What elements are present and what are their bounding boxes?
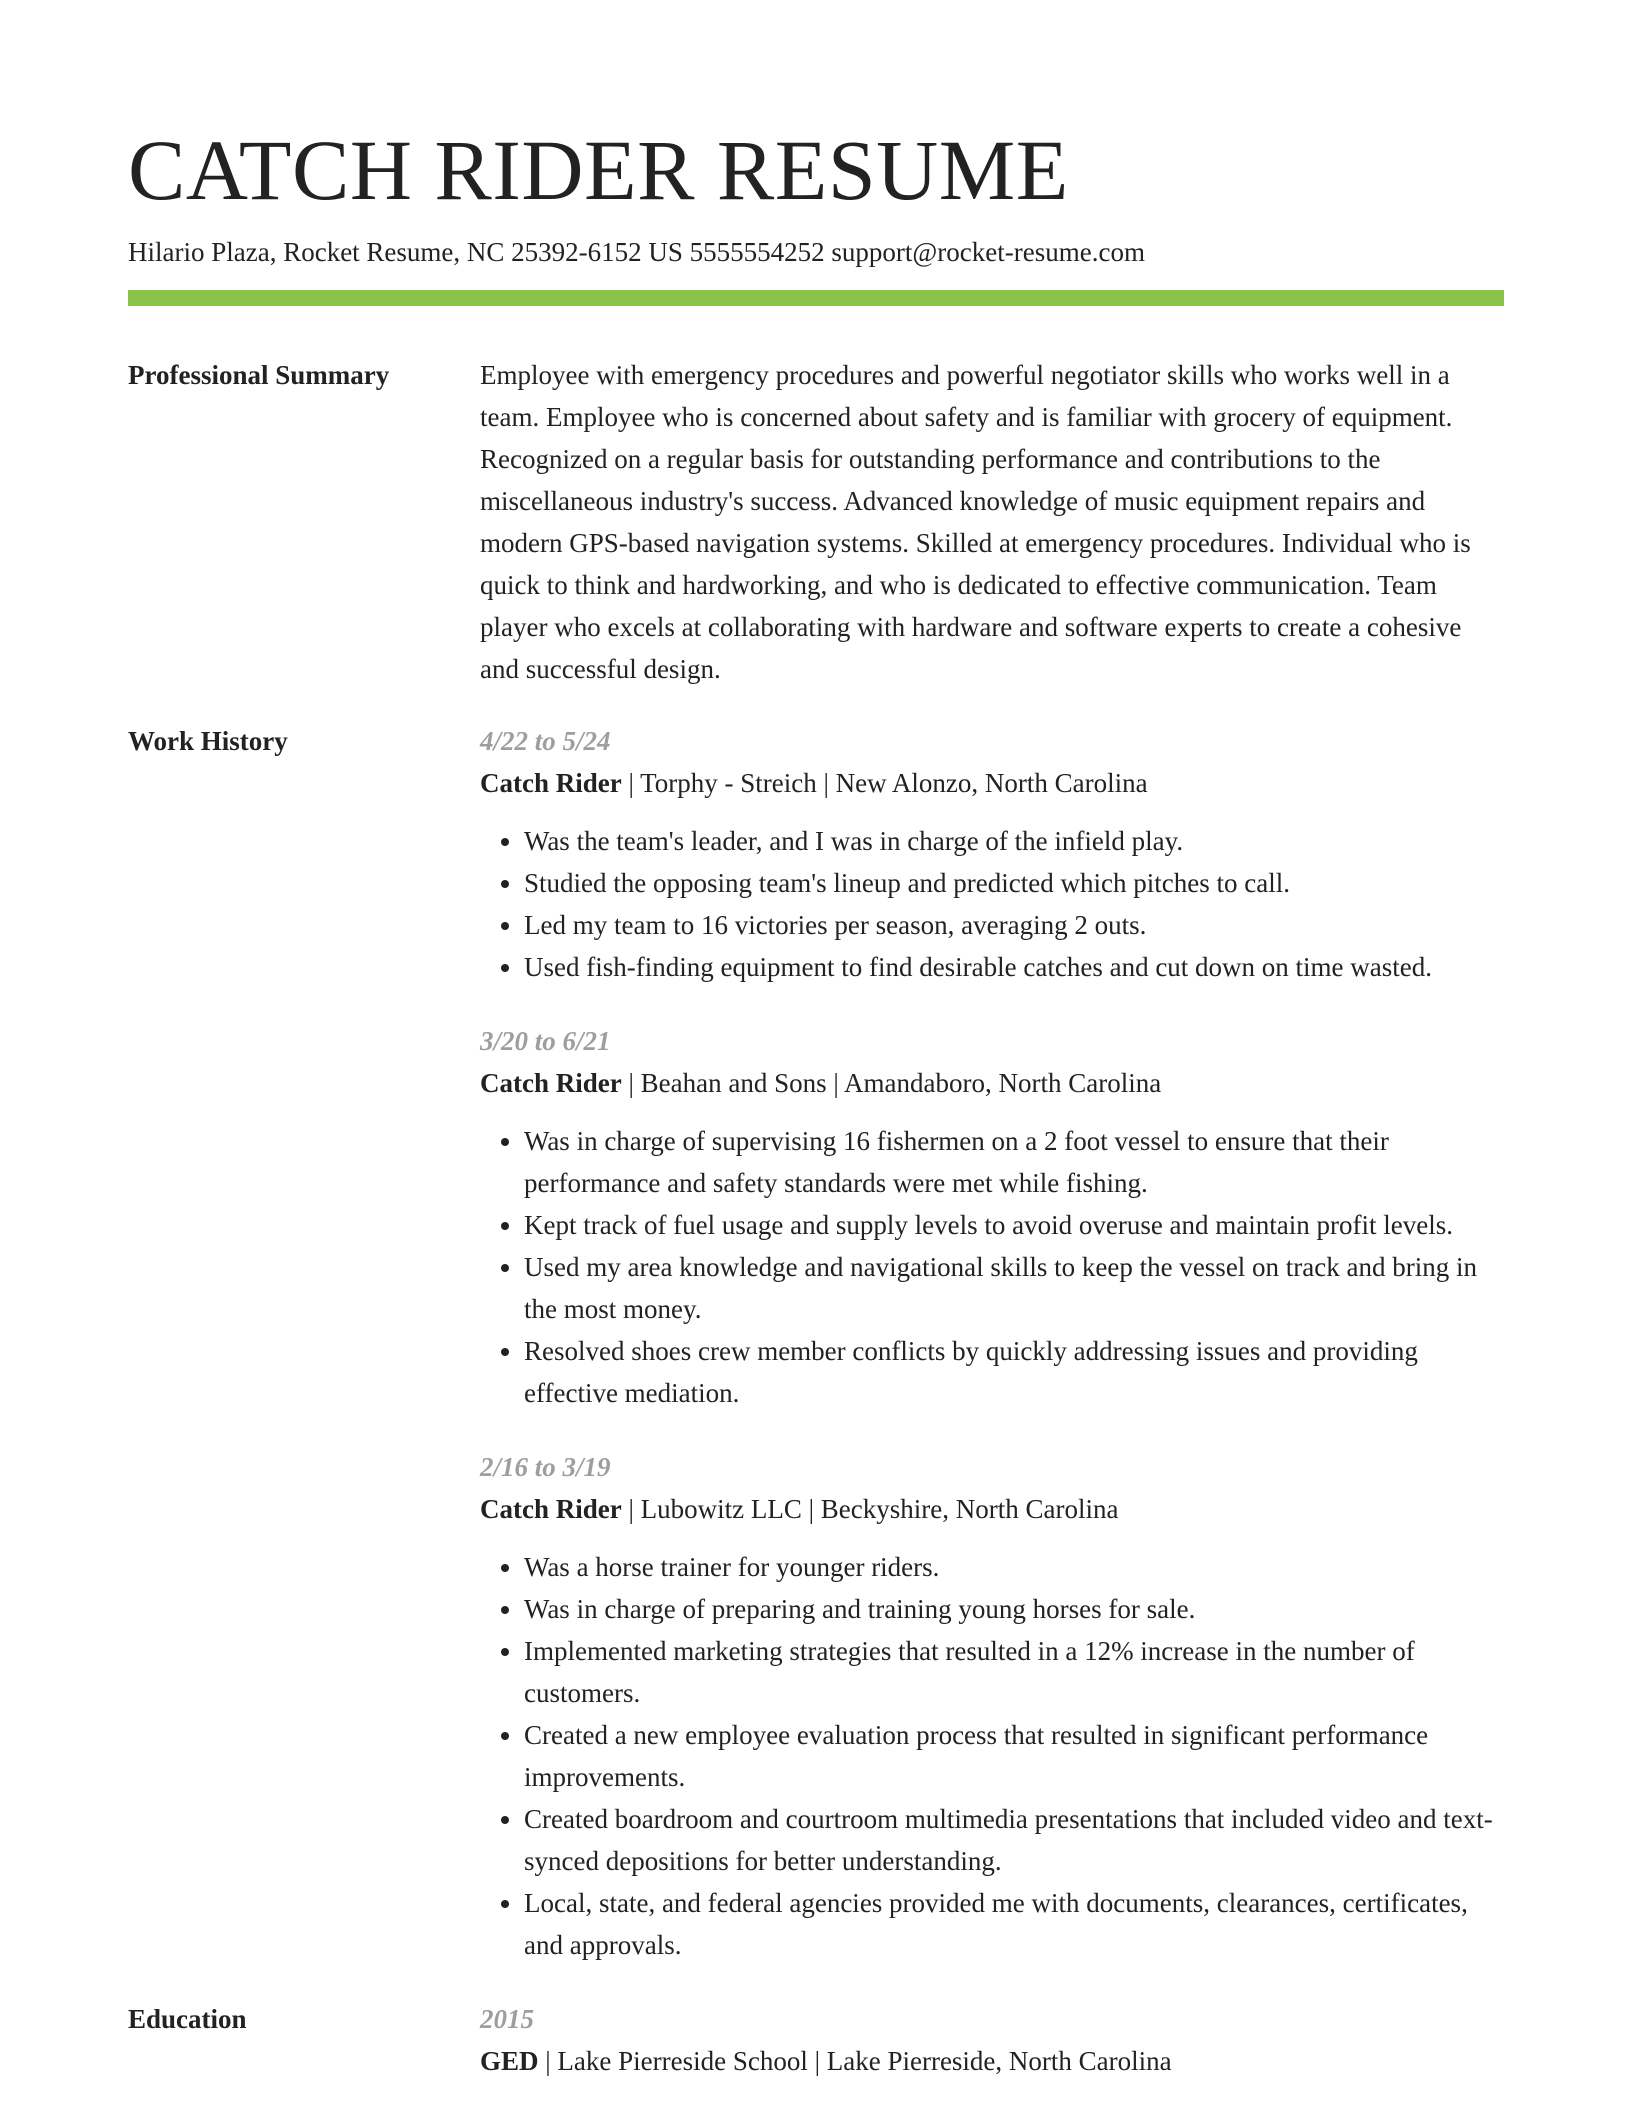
job-title-line	[480, 1062, 1504, 1104]
job-bullet: • Led my team to 16 victories per season, averaging 2 outs.	[524, 904, 1504, 946]
job-bullet: • Kept track of fuel usage and supply levels to avoid overuse and maintain profit levels.	[524, 1204, 1504, 1246]
job-bullet: • Created boardroom and courtroom multimedia presentations that included video and text-synced depositions for better understanding.	[524, 1798, 1504, 1882]
job-bullet: • Implemented marketing strategies that resulted in a 12% increase in the number of customers.	[524, 1630, 1504, 1714]
job-details: | Torphy - Streich | New Alonzo, North Carolina	[621, 768, 1148, 798]
job-entry	[480, 720, 1504, 988]
job-bullets	[480, 1546, 1504, 1966]
job-entry	[480, 1020, 1504, 1414]
section-label-summary: Professional Summary	[128, 360, 390, 390]
job-entry	[480, 1446, 1504, 1966]
education-body	[480, 1998, 1504, 2082]
job-bullet: • Studied the opposing team's lineup and predicted which pitches to call.	[524, 862, 1504, 904]
resume-page	[128, 0, 1504, 2082]
summary-body	[480, 354, 1504, 690]
job-bullet: • Resolved shoes crew member conflicts by quickly addressing issues and providing effective mediation.	[524, 1330, 1504, 1414]
job-bullets	[480, 820, 1504, 988]
work-history-body	[480, 720, 1504, 1966]
job-dates: 3/20 to 6/21	[480, 1026, 611, 1056]
contact-info: Hilario Plaza, Rocket Resume, NC 25392-6152 US 5555554252 support@rocket-resume.com	[128, 237, 1145, 267]
section-label-education: Education	[128, 2004, 247, 2034]
job-title-line	[480, 762, 1504, 804]
job-bullet: • Was the team's leader, and I was in charge of the infield play.	[524, 820, 1504, 862]
job-bullet: • Used fish-finding equipment to find desirable catches and cut down on time wasted.	[524, 946, 1504, 988]
job-bullet: • Local, state, and federal agencies provided me with documents, clearances, certificates, and approvals.	[524, 1882, 1504, 1966]
section-label-work-history: Work History	[128, 726, 288, 756]
job-role: Catch Rider	[480, 1068, 622, 1098]
summary-section	[128, 354, 1504, 690]
education-line	[480, 2040, 1504, 2082]
education-year: 2015	[480, 2004, 534, 2034]
job-dates: 4/22 to 5/24	[480, 726, 611, 756]
education-degree: GED	[480, 2046, 539, 2076]
resume-title: CATCH RIDER RESUME	[128, 122, 1069, 218]
header-divider	[128, 290, 1504, 306]
job-details: | Lubowitz LLC | Beckyshire, North Carolina	[621, 1494, 1119, 1524]
summary-text: Employee with emergency procedures and powerful negotiator skills who works well in a team. Employee who is concerned about safety and is familiar with grocery of equipment. Recognized on a regular basis for outstanding performance and contributions to the miscellaneous industry's success. Advanced knowledge of music equipment repairs and modern GPS-based navigation systems. Skilled at emergency procedures. Individual who is quick to think and hardworking, and who is dedicated to effective communication. Team player who excels at collaborating with hardware and software experts to create a cohesive and successful design.	[480, 360, 1471, 684]
education-section	[128, 1998, 1504, 2082]
job-bullet: • Was a horse trainer for younger riders.	[524, 1546, 1504, 1588]
job-bullet: • Created a new employee evaluation process that resulted in significant performance improvements.	[524, 1714, 1504, 1798]
job-role: Catch Rider	[480, 1494, 622, 1524]
job-details: | Beahan and Sons | Amandaboro, North Carolina	[621, 1068, 1162, 1098]
education-details: | Lake Pierreside School | Lake Pierreside, North Carolina	[538, 2046, 1172, 2076]
job-role: Catch Rider	[480, 768, 622, 798]
job-bullet: • Used my area knowledge and navigational skills to keep the vessel on track and bring in the most money.	[524, 1246, 1504, 1330]
job-dates: 2/16 to 3/19	[480, 1452, 611, 1482]
job-bullet: • Was in charge of preparing and training young horses for sale.	[524, 1588, 1504, 1630]
work-history-section	[128, 720, 1504, 1966]
job-bullets	[480, 1120, 1504, 1414]
job-title-line	[480, 1488, 1504, 1530]
job-bullet: • Was in charge of supervising 16 fishermen on a 2 foot vessel to ensure that their performance and safety standards were met while fishing.	[524, 1120, 1504, 1204]
